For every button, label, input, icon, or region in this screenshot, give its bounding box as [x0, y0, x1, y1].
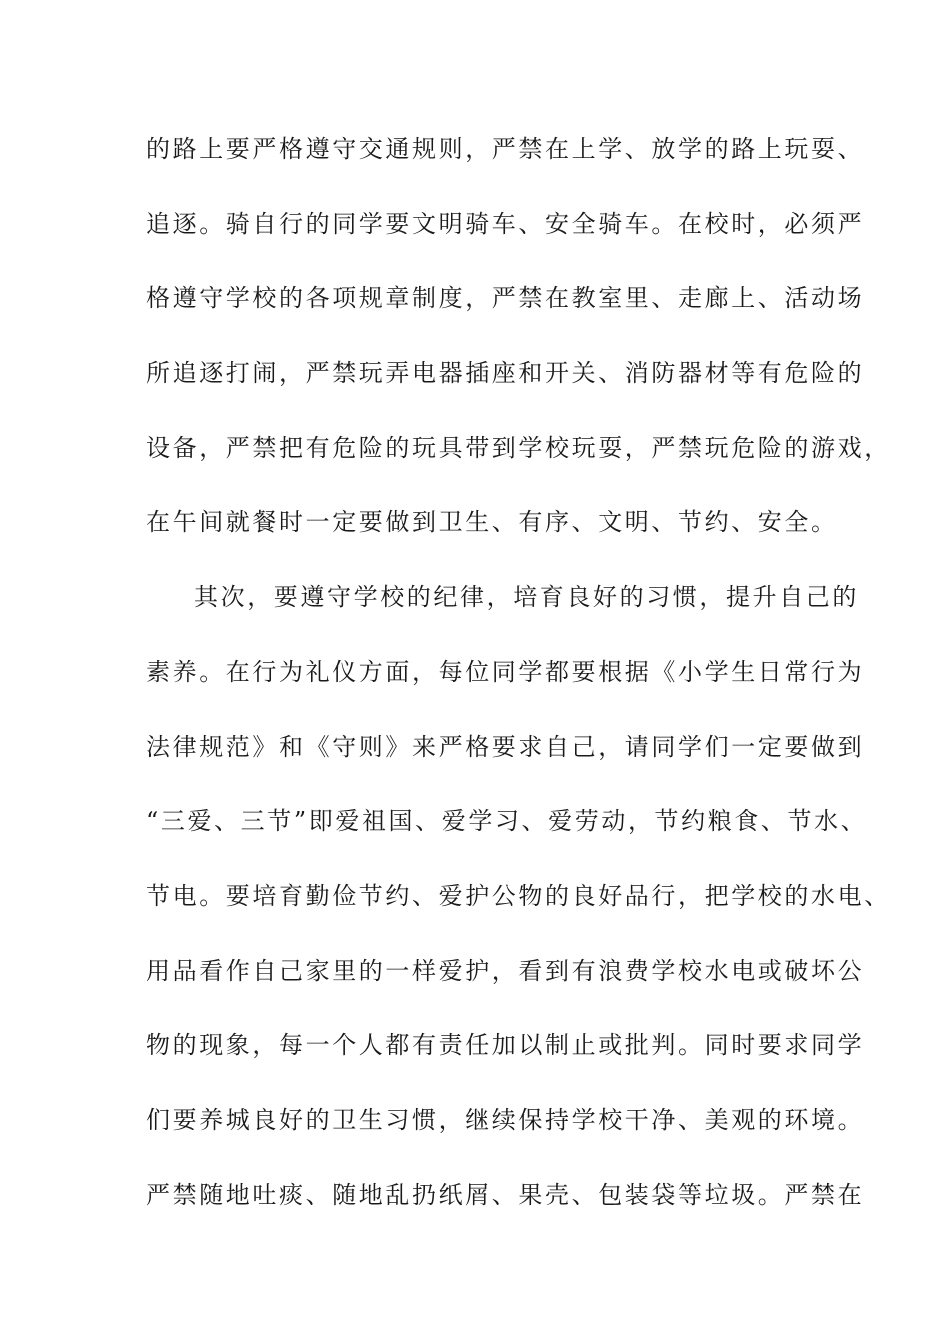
text-line: 设备，严禁把有危险的玩具带到学校玩耍，严禁玩危险的游戏， [146, 433, 891, 462]
text-line: “三爱、三节”即爱祖国、爱学习、爱劳动，节约粮食、节水、 [146, 807, 868, 836]
body-text [146, 129, 891, 1249]
text-line: 在午间就餐时一定要做到卫生、有序、文明、节约、安全。 [146, 508, 838, 537]
text-line: 所追逐打闹，严禁玩弄电器插座和开关、消防器材等有危险的 [146, 359, 865, 388]
text-line: 节电。要培育勤俭节约、爱护公物的良好品行，把学校的水电、 [146, 881, 891, 910]
text-line: 用品看作自己家里的一样爱护，看到有浪费学校水电或破坏公 [146, 956, 865, 985]
text-line: 格遵守学校的各项规章制度，严禁在教室里、走廊上、活动场 [146, 284, 865, 313]
text-line: 法律规范》和《守则》来严格要求自己，请同学们一定要做到 [146, 732, 865, 761]
text-line: 严禁随地吐痰、随地乱扔纸屑、果壳、包装袋等垃圾。严禁在 [146, 1180, 865, 1209]
paragraph-start-line: 其次，要遵守学校的纪律，培育良好的习惯，提升自己的 [194, 583, 859, 612]
text-line: 素养。在行为礼仪方面，每位同学都要根据《小学生日常行为 [146, 657, 865, 686]
text-line: 的路上要严格遵守交通规则，严禁在上学、放学的路上玩耍、 [146, 135, 865, 163]
text-line: 物的现象，每一个人都有责任加以制止或批判。同时要求同学 [146, 1031, 865, 1060]
text-line: 们要养城良好的卫生习惯，继续保持学校干净、美观的环境。 [146, 1105, 865, 1134]
text-line: 追逐。骑自行的同学要文明骑车、安全骑车。在校时，必须严 [146, 209, 865, 238]
